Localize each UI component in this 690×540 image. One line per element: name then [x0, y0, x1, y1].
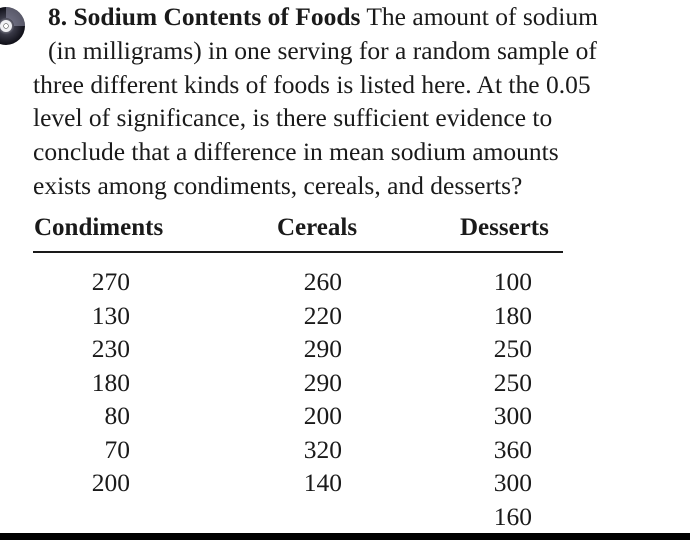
cell: 230: [91, 334, 130, 363]
column-cereals: [282, 265, 342, 500]
cell: 80: [104, 401, 130, 430]
page-bottom-border: [0, 533, 690, 540]
problem-line-1-text: The amount of sodium: [366, 2, 598, 31]
header-condiments: Condiments: [34, 214, 164, 241]
header-cereals: Cereals: [277, 214, 358, 241]
problem-line-2: (in milligrams) in one serving for a random sample of: [48, 35, 597, 65]
cell: 320: [303, 434, 342, 464]
cell: 290: [303, 334, 342, 363]
cell: 360: [493, 434, 532, 464]
problem-title: Sodium Contents of Foods: [73, 2, 361, 31]
cell: 220: [303, 300, 342, 330]
cell: 140: [303, 468, 342, 497]
cell: 180: [91, 367, 130, 397]
column-condiments: [70, 265, 130, 500]
cell: 290: [303, 367, 342, 397]
problem-line-6: exists among condiments, cereals, and desserts?: [33, 170, 523, 200]
problem-line-4: level of significance, is there sufficient evidence to: [33, 103, 553, 133]
cell: 160: [493, 501, 532, 531]
cell: 180: [493, 300, 532, 330]
cell: 200: [303, 401, 342, 430]
cell: 300: [493, 401, 532, 430]
problem-line-5: conclude that a difference in mean sodium amounts: [33, 137, 559, 167]
cell: 100: [493, 267, 532, 296]
problem-line-3: three different kinds of foods is listed here. At the 0.05: [33, 69, 591, 99]
cell: 260: [303, 267, 342, 296]
cell: 200: [91, 468, 130, 497]
cell: 250: [493, 367, 532, 397]
problem-number: 8.: [48, 2, 68, 31]
cell: 250: [493, 334, 532, 363]
cell: 270: [91, 267, 130, 296]
header-rule: [33, 251, 563, 253]
column-desserts: [472, 265, 532, 533]
cell: 130: [91, 300, 130, 330]
header-desserts: Desserts: [460, 214, 549, 241]
cell: 70: [104, 434, 130, 464]
cell: 300: [493, 468, 532, 497]
